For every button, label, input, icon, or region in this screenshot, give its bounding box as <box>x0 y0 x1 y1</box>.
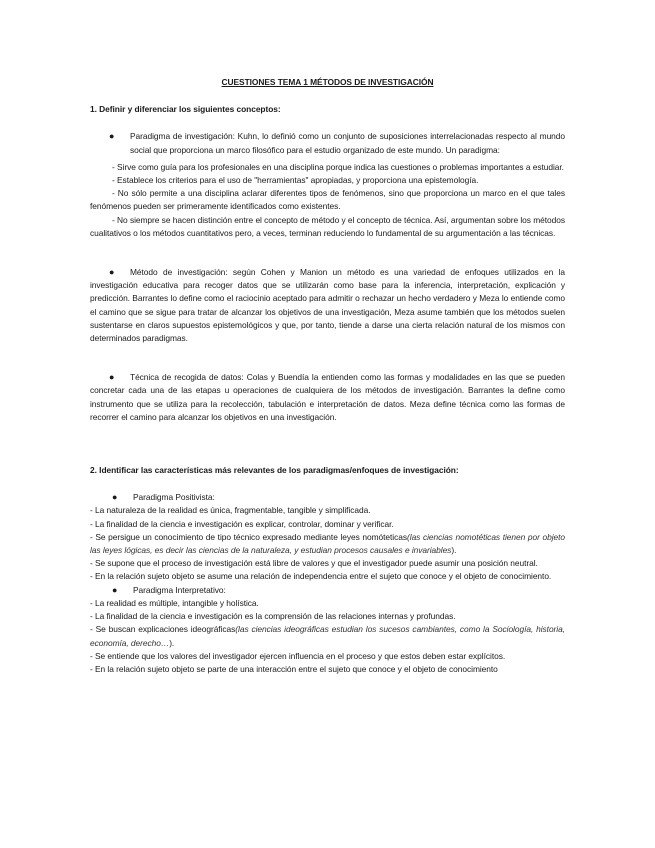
interpretativo-item-4: - Se entiende que los valores del investigador ejercen influencia en el proceso y que estos deben estar explícitos. <box>90 650 506 661</box>
positivista-item-5: - En la relación sujeto objeto se asume una relación de independencia entre el sujeto que conoce y el objeto de conocimiento. <box>90 571 552 582</box>
bullet-icon: ● <box>109 267 115 278</box>
metodo-text: Método de investigación: según Cohen y Manion un método es una variedad de enfoques utilizados en la investigación educativa para recoger datos que se utilizarán como base para la inferencia, interpretación, explicación y predicción. Barrantes lo define como el raciocinio aceptado para admitir o rechazar un hecho verdadero y Meza lo entiende como el camino que se sigue para tratar de alcanzar los objetivos de una investigación, Meza asume también que los métodos suelen sustentarse en claros supuestos epistemológicos y que, por tanto, tiende a darse una cierta relación natural de los mismos con determinados paradigmas. <box>90 267 565 344</box>
interpretativo-item-5: - En la relación sujeto objeto se parte de una interacción entre el sujeto que conoce y el objeto de conocimiento <box>90 663 498 674</box>
paradigma-item-3: - No sólo permite a una disciplina aclarar diferentes tipos de fenómenos, sino que proporciona un marco en el que tales fenómenos pueden ser primeramente identificados como existentes. <box>90 188 565 212</box>
positivista-item-2: - La finalidad de la ciencia e investigación es explicar, controlar, dominar y verificar. <box>90 518 394 529</box>
bullet-icon: ● <box>109 372 115 383</box>
positivista-label: Paradigma Positivista: <box>133 492 215 503</box>
bullet-icon: ● <box>112 584 118 595</box>
positivista-item-3: - Se persigue un conocimiento de tipo técnico expresado mediante leyes nomóteticas(las ciencias nomotéticas tienen por objeto las leyes lógicas, es decir las ciencias de la naturaleza, y estudian procesos causales e invariables). <box>90 531 565 556</box>
positivista-item-1: - La naturaleza de la realidad es única, fragmentable, tangible y simplificada. <box>90 505 371 516</box>
tecnica-definition <box>90 371 565 424</box>
metodo-definition <box>90 266 565 345</box>
paradigma-item-1: - Sirve como guía para los profesionales en una disciplina porque indica las cuestiones o problemas importantes a estudiar. <box>112 161 564 172</box>
interpretativo-label: Paradigma Interpretativo: <box>133 584 226 595</box>
interpretativo-label-row <box>90 584 565 597</box>
positivista-label-row <box>90 491 565 504</box>
paradigma-definition <box>90 130 565 156</box>
interpretativo-item-2: - La finalidad de la ciencia e investigación es la comprensión de las relaciones internas y profundas. <box>90 611 456 622</box>
document-title: CUESTIONES TEMA 1 MÉTODOS DE INVESTIGACIÓN <box>221 77 434 87</box>
paradigma-item-2: - Establece los criterios para el uso de "herramientas" apropiadas, y proporciona una epistemología. <box>112 175 479 186</box>
tecnica-text: Técnica de recogida de datos: Colas y Buendía la entienden como las formas y modalidades en las que se pueden concretar cada una de las etapas u operaciones de cualquiera de los métodos de investigación. Barrantes la define como instrumento que se utiliza para la recolección, tabulación e interpretación de datos. Meza define técnica como las formas de recorrer el camino para alcanzar los objetivos en una investigación. <box>90 372 565 422</box>
document-body <box>90 76 565 676</box>
question-1-heading: 1. Definir y diferenciar los siguientes conceptos: <box>90 104 281 115</box>
question-2-heading: 2. Identificar las características más relevantes de los paradigmas/enfoques de investigación: <box>90 465 459 476</box>
paradigma-text: Paradigma de investigación: Kuhn, lo definió como un conjunto de suposiciones interrelacionadas respecto al mundo social que proporciona un marco filosófico para el estudio organizado de este mundo. Un paradigma: <box>130 131 565 155</box>
bullet-icon: ● <box>109 131 115 142</box>
interpretativo-item-1: - La realidad es múltiple, intangible y holística. <box>90 597 259 608</box>
interpretativo-item-3: - Se buscan explicaciones ideográficas(las ciencias ideográficas estudian los sucesos cambiantes, como la Sociología, historia, economía, derecho…). <box>90 624 565 648</box>
positivista-item-4: - Se supone que el proceso de investigación está libre de valores y que el investigador puede asumir una posición neutral. <box>90 558 538 569</box>
paradigma-item-4: - No siempre se hacen distinción entre el concepto de método y el concepto de técnica. Así, argumentan sobre los métodos cualitativos o los métodos cuantitativos pero, a veces, terminan reduciendo lo fundamental de su argumentación a las técnicas. <box>90 214 565 238</box>
bullet-icon: ● <box>112 492 118 503</box>
